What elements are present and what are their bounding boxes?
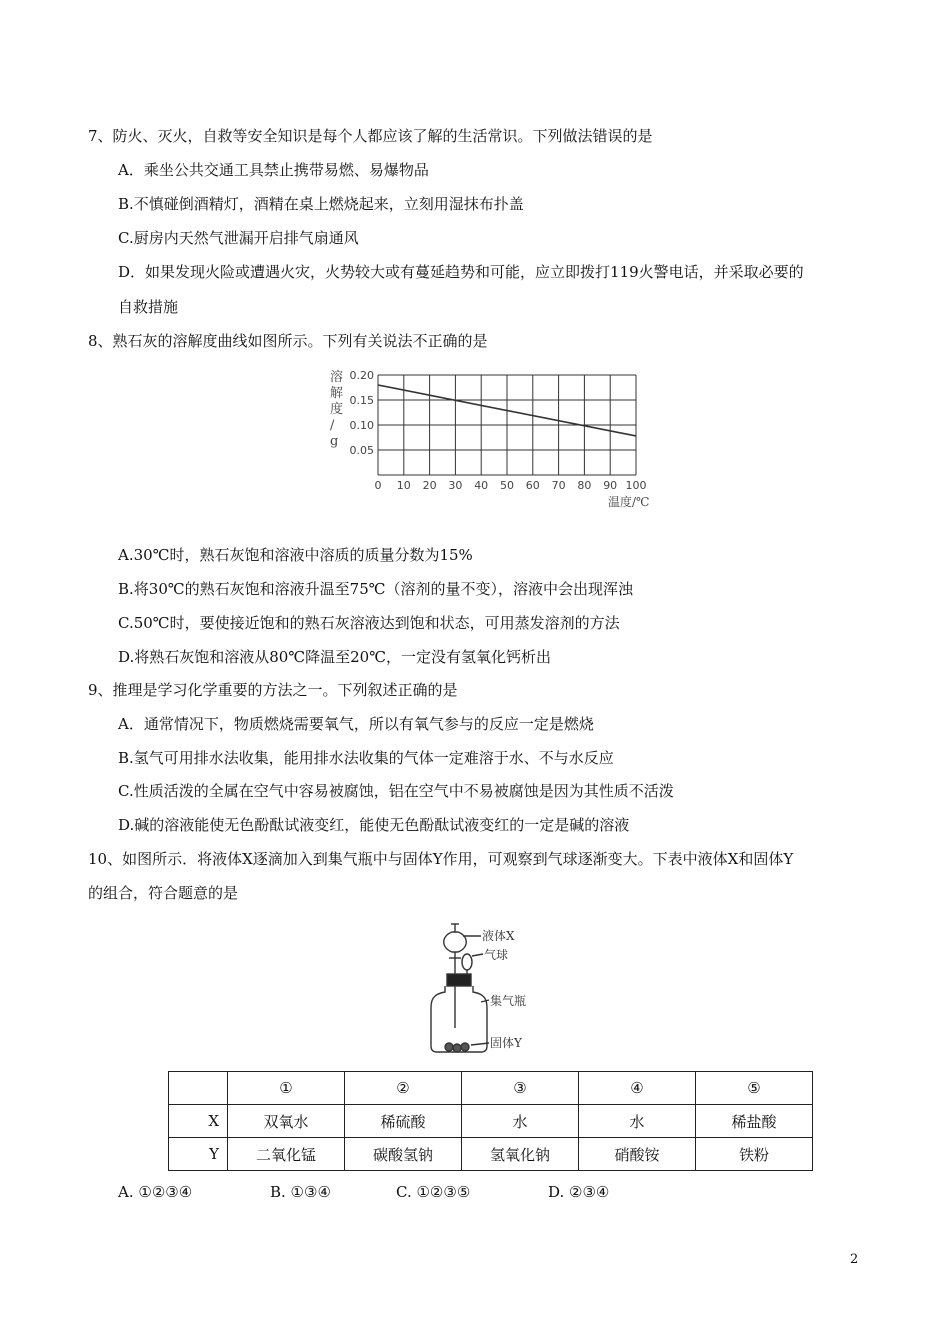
chart-ylabel — [330, 369, 343, 449]
table-cell: 碳酸氢钠 — [345, 1138, 462, 1171]
chart-x-tick-label: 90 — [603, 479, 618, 492]
stopper — [447, 974, 471, 986]
table-cell: 铁粉 — [696, 1138, 813, 1171]
chart-x-tick-label: 0 — [374, 479, 382, 492]
label-gas-bottle: 集气瓶 — [490, 994, 527, 1008]
label-solid-y: 固体Y — [490, 1036, 522, 1050]
q7-stem: 7、防火、灭火，自救等安全知识是每个人都应该了解的生活常识。下列做法错误的是 — [88, 127, 653, 145]
chart-x-tick-label: 70 — [551, 479, 566, 492]
q9-option-c: C.性质活泼的全属在空气中容易被腐蚀，铝在空气中不易被腐蚀是因为其性质不活泼 — [118, 782, 674, 800]
chart-x-tick-label: 20 — [422, 479, 437, 492]
q10-choice-c: C. ①②③⑤ — [396, 1183, 471, 1201]
chart-ylabel-char: 溶 — [330, 370, 344, 385]
q10-stem: 10、如图所示．将液体X逐滴加入到集气瓶中与固体Y作用，可观察到气球逐渐变大。下表中液体X和固体Y — [88, 850, 794, 868]
table-header-cell — [169, 1072, 228, 1105]
chart-ylabel-char: 度 — [330, 402, 344, 417]
q7-option-d: D．如果发现火险或遭遇火灾，火势较大或有蔓延趋势和可能，应立即拨打119火警电话，并采取必要的 — [118, 263, 804, 281]
chart-y-tick-label: 0.10 — [349, 419, 374, 432]
chart-ylabel-char: 解 — [330, 386, 344, 401]
table-header-row — [169, 1072, 813, 1105]
table-row — [169, 1138, 813, 1171]
table-cell: 稀盐酸 — [696, 1105, 813, 1138]
table-cell: X — [169, 1105, 228, 1138]
q10-choice-a: A. ①②③④ — [118, 1183, 193, 1201]
chart-y-tick-label: 0.05 — [349, 444, 374, 457]
chart-x-tick-label: 60 — [525, 479, 540, 492]
chart-x-tick-label: 50 — [500, 479, 514, 492]
chart-x-tick-label: 100 — [625, 479, 647, 492]
combination-table — [168, 1071, 813, 1171]
q7-option-d-continued: 自救措施 — [118, 298, 179, 316]
table-cell: 硝酸铵 — [579, 1138, 696, 1171]
table-header-cell: ③ — [462, 1072, 579, 1105]
solubility-chart — [322, 365, 652, 515]
q8-option-d: D.将熟石灰饱和溶液从80℃降温至20℃，一定没有氢氧化钙析出 — [118, 648, 551, 666]
bottle-shape — [431, 986, 487, 1052]
chart-x-tick-label: 80 — [577, 479, 592, 492]
chart-xlabel: 温度/℃ — [608, 495, 650, 509]
q10-choice-b: B. ①③④ — [270, 1183, 331, 1201]
label-balloon: 气球 — [484, 948, 509, 962]
chart-y-tick-label: 0.15 — [349, 394, 374, 407]
chart-x-ticks — [375, 479, 647, 492]
q7-option-b: B.不慎碰倒酒精灯，酒精在桌上燃烧起来，立刻用湿抹布扑盖 — [118, 195, 524, 213]
chart-y-ticks — [350, 369, 375, 457]
q9-option-b: B.氢气可用排水法收集，能用排水法收集的气体一定难溶于水、不与水反应 — [118, 749, 614, 767]
table-cell: 水 — [462, 1105, 579, 1138]
table-cell: 水 — [579, 1105, 696, 1138]
table-header-cell: ① — [228, 1072, 345, 1105]
q9-option-d: D.碱的溶液能使无色酚酞试液变红，能使无色酚酞试液变红的一定是碱的溶液 — [118, 816, 630, 834]
q8-option-b: B.将30℃的熟石灰饱和溶液升温至75℃（溶剂的量不变），溶液中会出现浑浊 — [118, 580, 634, 598]
table-row — [169, 1105, 813, 1138]
q10-choice-d: D. ②③④ — [548, 1183, 610, 1201]
funnel-bulb — [444, 932, 467, 952]
q8-option-a: A.30℃时，熟石灰饱和溶液中溶质的质量分数为15% — [118, 546, 473, 564]
q9-stem: 9、推理是学习化学重要的方法之一。下列叙述正确的是 — [88, 681, 458, 699]
table-header-cell: ④ — [579, 1072, 696, 1105]
chart-x-tick-label: 30 — [448, 479, 463, 492]
q7-option-c: C.厨房内天然气泄漏开启排气扇通风 — [118, 229, 359, 247]
chart-x-tick-label: 40 — [474, 479, 489, 492]
table-cell: 双氧水 — [228, 1105, 345, 1138]
balloon-shape — [462, 954, 472, 970]
table-cell: 稀硫酸 — [345, 1105, 462, 1138]
table-cell: 二氧化锰 — [228, 1138, 345, 1171]
chart-x-tick-label: 10 — [396, 479, 411, 492]
chart-y-tick-label: 0.20 — [349, 369, 374, 382]
gas-bottle-apparatus-figure — [425, 918, 550, 1058]
page-number: 2 — [850, 1252, 859, 1267]
q10-stem-continued: 的组合，符合题意的是 — [88, 884, 239, 902]
table-cell: Y — [169, 1138, 228, 1171]
label-liquid-x: 液体X — [482, 929, 515, 943]
table-cell: 氢氧化钠 — [462, 1138, 579, 1171]
chart-ylabel-char: / — [330, 418, 335, 433]
chart-ylabel-char: g — [330, 434, 339, 449]
table-header-cell: ② — [345, 1072, 462, 1105]
table-header-cell: ⑤ — [696, 1072, 813, 1105]
q7-option-a: A．乘坐公共交通工具禁止携带易燃、易爆物品 — [118, 161, 429, 179]
chart-grid — [378, 375, 636, 475]
q8-option-c: C.50℃时，要使接近饱和的熟石灰溶液达到饱和状态，可用蒸发溶剂的方法 — [118, 614, 620, 632]
q9-option-a: A．通常情况下，物质燃烧需要氧气，所以有氧气参与的反应一定是燃烧 — [118, 715, 594, 733]
q8-stem: 8、熟石灰的溶解度曲线如图所示。下列有关说法不正确的是 — [88, 332, 488, 350]
